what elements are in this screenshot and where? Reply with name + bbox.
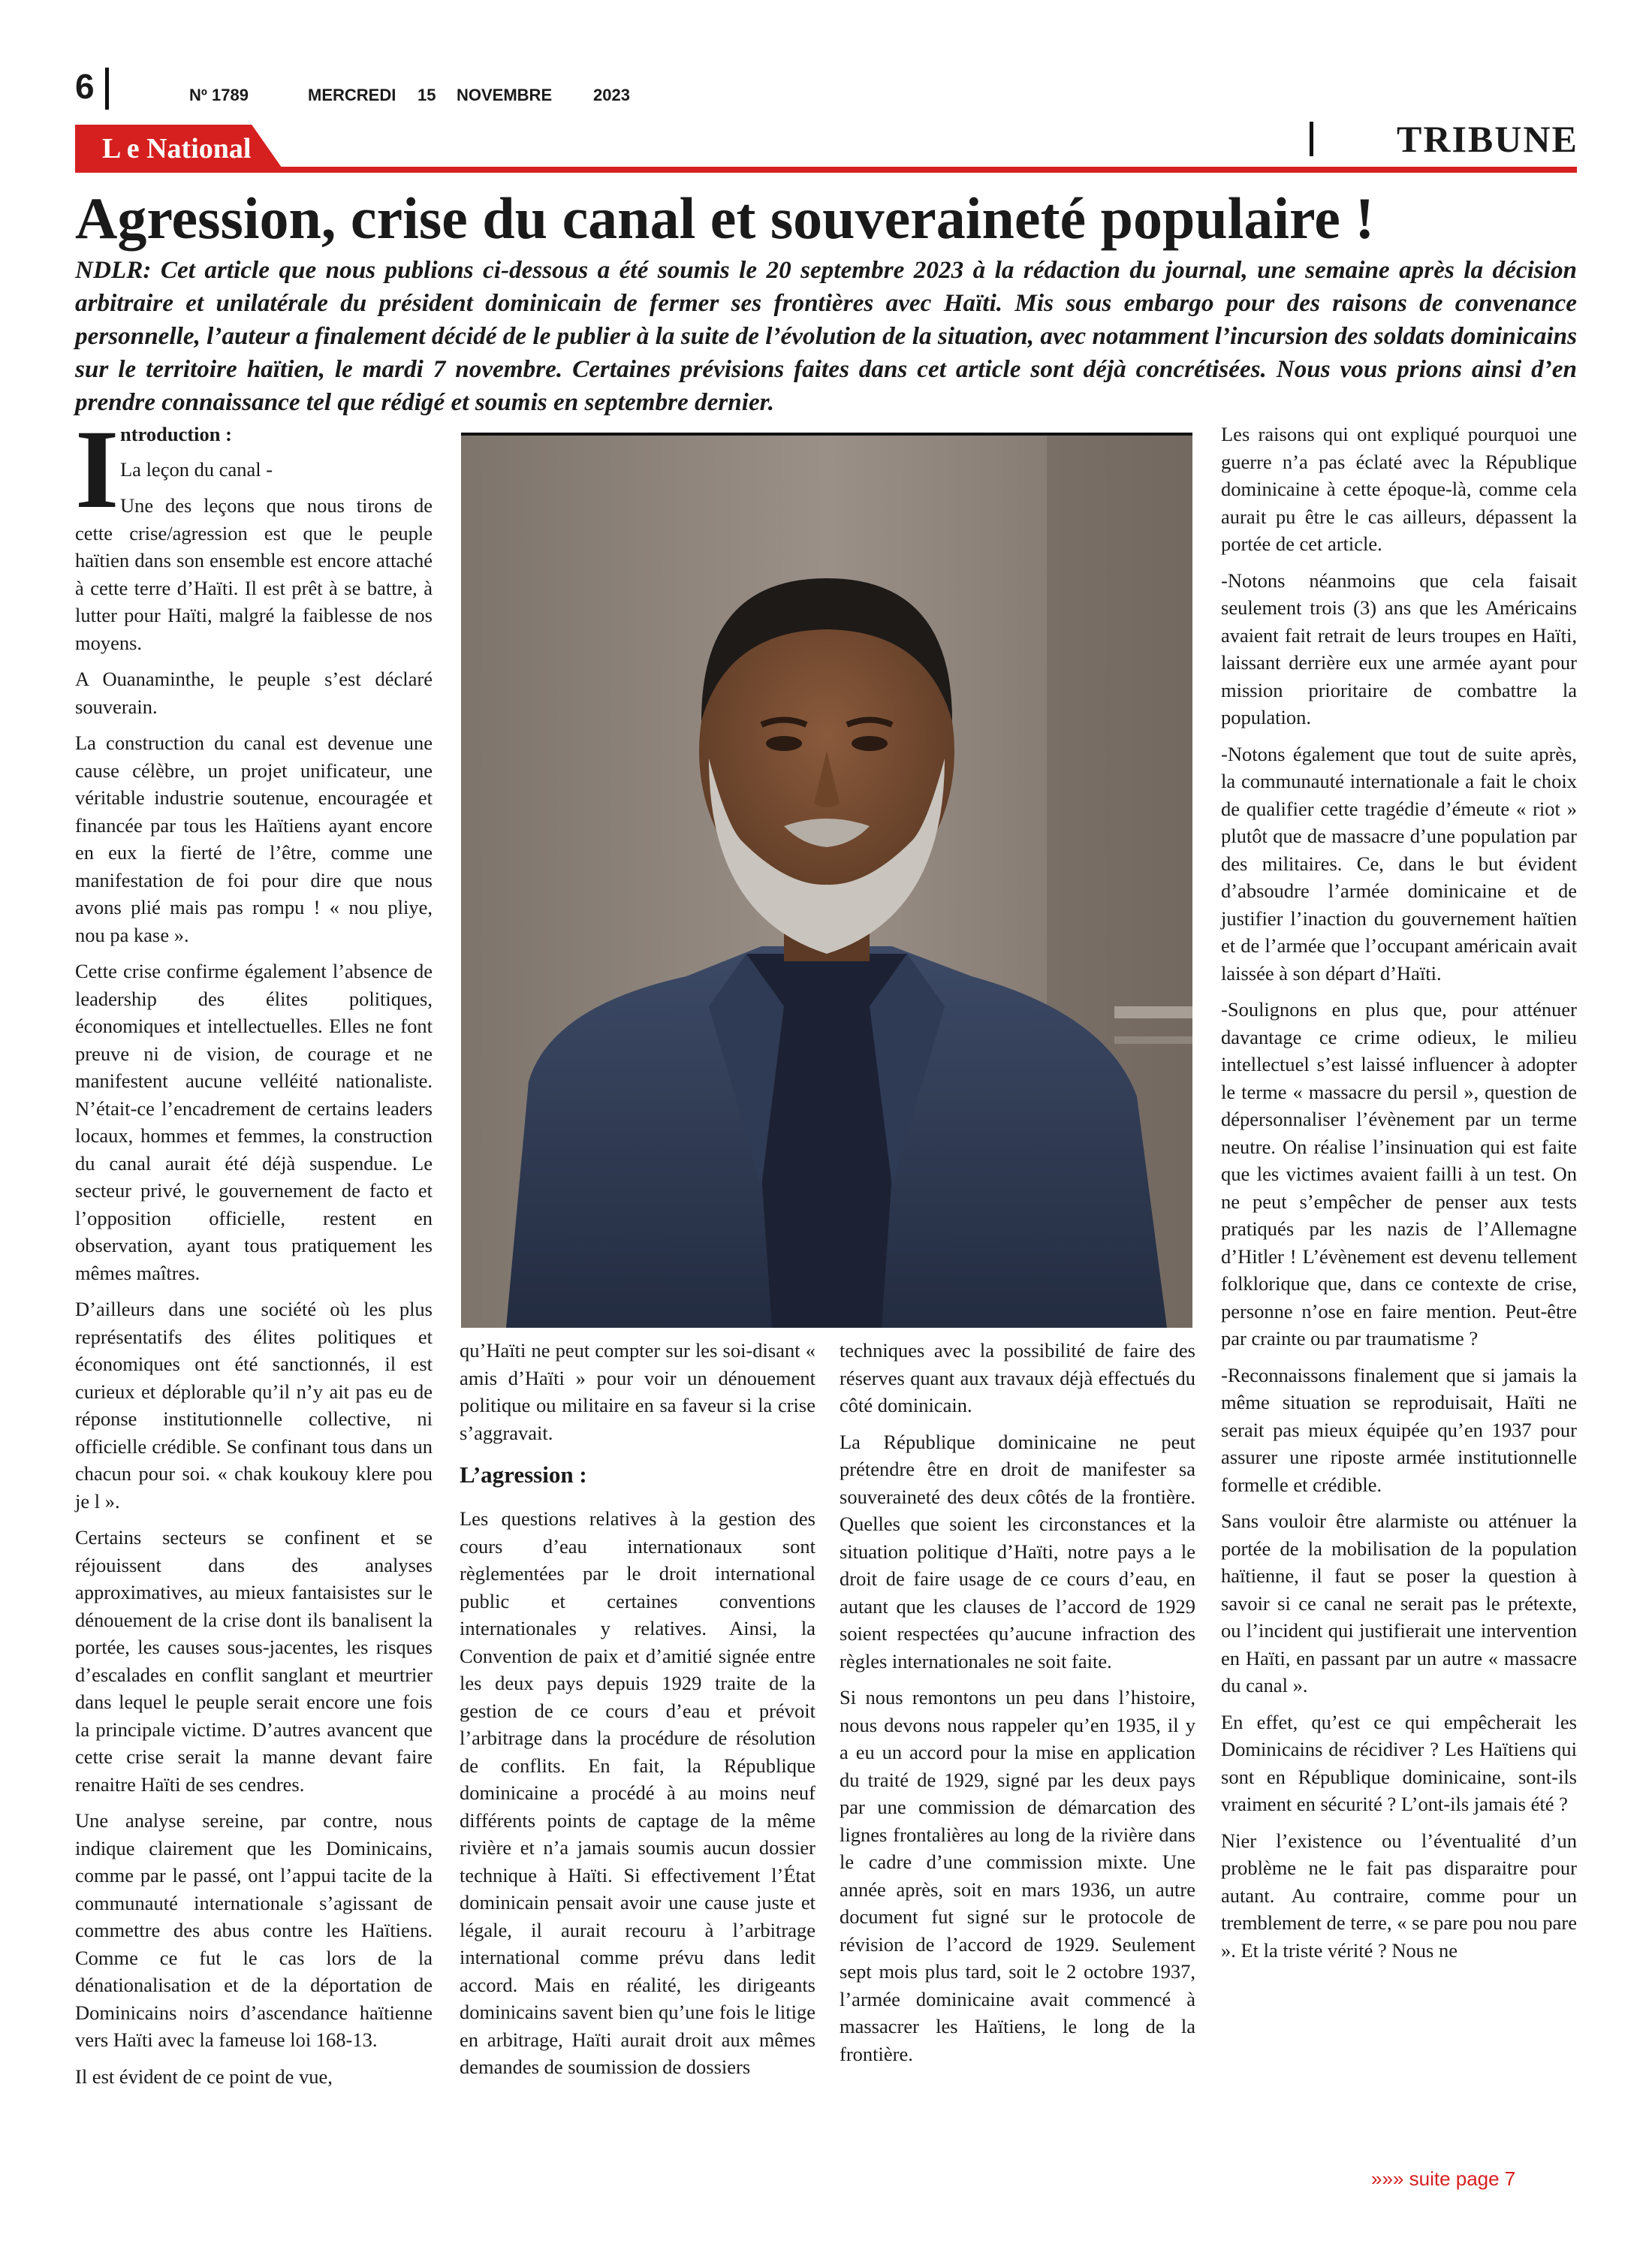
page-number-divider [105, 68, 109, 110]
paragraph: -Notons néanmoins que cela faisait seulement trois (3) ans que les Américains avaient fait retrait de leurs troupes en Haïti, laissant derrière eux une armée ayant pour mission prioritaire de combattre la population. [1221, 569, 1577, 728]
paragraph: La construction du canal est devenue une cause célèbre, un projet unificateur, une véritable industrie soutenue, encouragée et financée par tous les Haïtiens ayant encore en eux la fierté de l’être, comme une manifestation de foi pour dire que nous avons plié mais pas rompu ! « nou pliye, nou pa kase ». [75, 731, 433, 946]
drop-cap: I [75, 407, 119, 532]
paragraph: -Reconnaissons finalement que si jamais la même situation se reproduisait, Haïti ne serait pas mieux équipée qu’en 1937 pour assurer une riposte armée institutionnelle formelle et crédible. [1221, 1363, 1577, 1496]
publication-name: L e National [102, 133, 252, 164]
intro-subheading: La leçon du canal - [120, 457, 273, 481]
paragraph: Il est évident de ce point de vue, [75, 2064, 333, 2088]
section-heading: L’agression : [460, 1461, 587, 1488]
continued-on-page-link[interactable]: »»» suite page 7 [1371, 2167, 1516, 2190]
intro-heading [75, 421, 433, 448]
issue-number: Nº 1789 [189, 86, 249, 104]
rubric-label: TRIBUNE [1397, 118, 1578, 160]
paragraph: -Soulignons en plus que, pour atténuer davantage ce crime odieux, le milieu intellectuel s’est laissé influencer à adopter le terme « massacre du persil », question de dépersonnaliser l’évènement par un terme neutre. On réalise l’insinuation qui est faite que les victimes avaient failli à un test. On ne peut s’empêcher de penser aux tests pratiqués par les nazis de l’Allemagne d’Hitler ! L’évènement est devenu tellement folklorique que, dans ce contexte de crise, personne n’ose en faire mention. Peut-être par crainte ou par traumatisme ? [1221, 998, 1577, 1350]
paragraph: Les questions relatives à la gestion des cours d’eau internationaux sont règlementées par le droit international public et certaines conventions internationales y relatives. Ainsi, la Convention de paix et d’amitié signée entre les deux pays depuis 1929 traite de la gestion de ce cours d’eau et prévoit l’arbitrage dans la procédure de résolution de conflits. En fait, la République dominicaine a procédé à au moins neuf différents points de captage de la même rivière et n’a jamais soumis aucun dossier technique à Haïti. Si effectivement l’État dominicain pensait avoir une cause juste et légale, il aurait recouru à l’arbitrage international comme prévu dans ledit accord. Mais en réalité, les dirigeants dominicains savent bien qu’une fois le litige en arbitrage, Haïti aurait droit aux mêmes demandes de soumission de dossiers [460, 1507, 815, 2078]
paragraph: Une analyse sereine, par contre, nous indique clairement que les Dominicains, comme par le passé, ont l’appui tacite de la communauté internationale s’agissant de commettre des abus contre les Haïtiens. Comme ce fut le cas lors de la dénationalisation et de la déportation de Dominicains noirs d’ascendance haïtienne vers Haïti avec la fameuse loi 168-13. [75, 1809, 433, 2051]
date-month: NOVEMBRE [457, 86, 553, 104]
rubric-divider [1310, 122, 1313, 156]
date-day: 15 [418, 86, 436, 104]
paragraph: Nier l’existence ou l’éventualité d’un problème ne le fait pas disparaitre pour autant. Au contraire, comme pour un tremblement de terre, « se pare pou nou pare ». Et la triste vérité ? Nous ne [1221, 1829, 1577, 1962]
date-weekday: MERCREDI [308, 86, 396, 104]
column-4 [1221, 421, 1577, 1973]
column-2 [460, 1337, 815, 2090]
paragraph: La République dominicaine ne peut prétendre être en droit de manifester sa souveraineté des deux côtés de la frontière. Quelles que soient les circonstances et la situation politique d’Haïti, notre pays a le droit de faire usage de ce cours d’eau, en autant que les clauses de l’accord de 1929 soient respectées qu’aucune infraction des règles internationales ne soit faite. [840, 1430, 1195, 1672]
paragraph: Sans vouloir être alarmiste ou atténuer la portée de la mobilisation de la population haïtienne, il faut se poser la question à savoir si ce canal ne serait pas le prétexte, ou l’incident qui justifierait une intervention en Haïti, en passant par un autre « massacre du canal ». [1221, 1510, 1577, 1697]
intro-heading-text: ntroduction : [120, 423, 232, 445]
paragraph: D’ailleurs dans une société où les plus représentatifs des élites politiques et économiques ont été sanctionnés, il est curieux et déplorable qu’il n’y ait pas eu de réponse institutionnelle collective, ni officielle crédible. Se confinant tous dans un chacun pour soi. « chak koukouy klere pou je l ». [75, 1298, 433, 1513]
paragraph: qu’Haïti ne peut compter sur les soi-disant « amis d’Haïti » pour voir un dénouement politique ou militaire en sa faveur si la crise s’aggravait. [460, 1339, 815, 1444]
paragraph: Cette crise confirme également l’absence de leadership des élites politiques, économiques et intellectuelles. Elles ne font preuve ni de vision, de courage et ne manifestent aucune velléité nationaliste. N’était-ce l’encadrement de certains leaders locaux, hommes et femmes, la construction du canal aurait été déjà suspendue. Le secteur privé, le gouvernement de facto et l’opposition officielle, restent en observation, ayant tous pratiquement les mêmes maîtres. [75, 960, 433, 1284]
paragraph: Une des leçons que nous tirons de cette crise/agression est que le peuple haïtien dans son ensemble est encore attaché à cette terre d’Haïti. Il est prêt à se battre, à lutter pour Haïti, malgré la faiblesse de nos moyens. [75, 494, 433, 654]
column-3 [840, 1337, 1195, 2077]
author-photo [461, 433, 1192, 1328]
editor-note: NDLR: Cet article que nous publions ci-dessous a été soumis le 20 septembre 2023 à la rédaction du journal, une semaine après la décision arbitraire et unilatérale du président dominicain de fermer ses frontières avec Haïti. Mis sous embargo pour des raisons de convenance personnelle, l’auteur a finalement décidé de le publier à la suite de l’évolution de la situation, avec notamment l’incursion des soldats dominicains sur le territoire haïtien, le mardi 7 novembre. Certaines prévisions faites dans cet article sont déjà concrétisées. Nous vous prions ainsi d’en prendre connaissance tel que rédigé et soumis en septembre dernier. [75, 256, 1577, 416]
paragraph: Les raisons qui ont expliqué pourquoi une guerre n’a pas éclaté avec la République dominicaine à cette époque-là, comme cela aurait pu être le cas ailleurs, dépassent la portée de cet article. [1221, 423, 1577, 555]
paragraph: -Notons également que tout de suite après, la communauté internationale a fait le choix de qualifier cette tragédie d’émeute « riot » plutôt que de massacre d’une population par des militaires. Ce, dans le but évident d’absoudre l’armée dominicaine et de justifier l’inaction du gouvernement haïtien et de l’armée que l’occupant américain avait laissée à son départ d’Haïti. [1221, 742, 1577, 985]
paragraph: En effet, qu’est ce qui empêcherait les Dominicains de récidiver ? Les Haïtiens qui sont en République dominicaine, sont-ils vraiment en sécurité ? L’ont-ils jamais été ? [1221, 1710, 1577, 1815]
page-number: 6 [75, 67, 95, 106]
date-year: 2023 [593, 86, 630, 104]
paragraph: Si nous remontons un peu dans l’histoire, nous devons nous rappeler qu’en 1935, il y a eu un accord pour la mise en application du traité de 1929, signé par les deux pays par une commission de démarcation des lignes frontalières au long de la rivière dans le cadre d’une commission mixte. Une année après, soit en mars 1936, un autre document fut signé sur le protocole de révision de l’accord de 1929. Seulement sept mois plus tard, soit le 2 octobre 1937, l’armée dominicaine avait commencé à massacrer les Haïtiens, le long de la frontière. [840, 1686, 1195, 2065]
article-title: Agression, crise du canal et souveraineté populaire ! [75, 185, 1375, 251]
paragraph: A Ouanaminthe, le peuple s’est déclaré souverain. [75, 668, 433, 718]
paragraph: Certains secteurs se confinent et se réjouissent dans des analyses approximatives, au mieux fantaisistes sur le dénouement de la crise dont ils banalisent la portée, les causes sous-jacentes, les risques d’escalades en conflit sanglant et meurtrier dans lequel le peuple serait encore une fois la principale victime. D’autres avancent que cette crise serait la manne devant faire renaitre Haïti de ses cendres. [75, 1526, 433, 1796]
column-1 [75, 407, 433, 2099]
paragraph: techniques avec la possibilité de faire des réserves quant aux travaux déjà effectués du côté dominicain. [840, 1339, 1195, 1416]
header-rule [75, 167, 1577, 173]
